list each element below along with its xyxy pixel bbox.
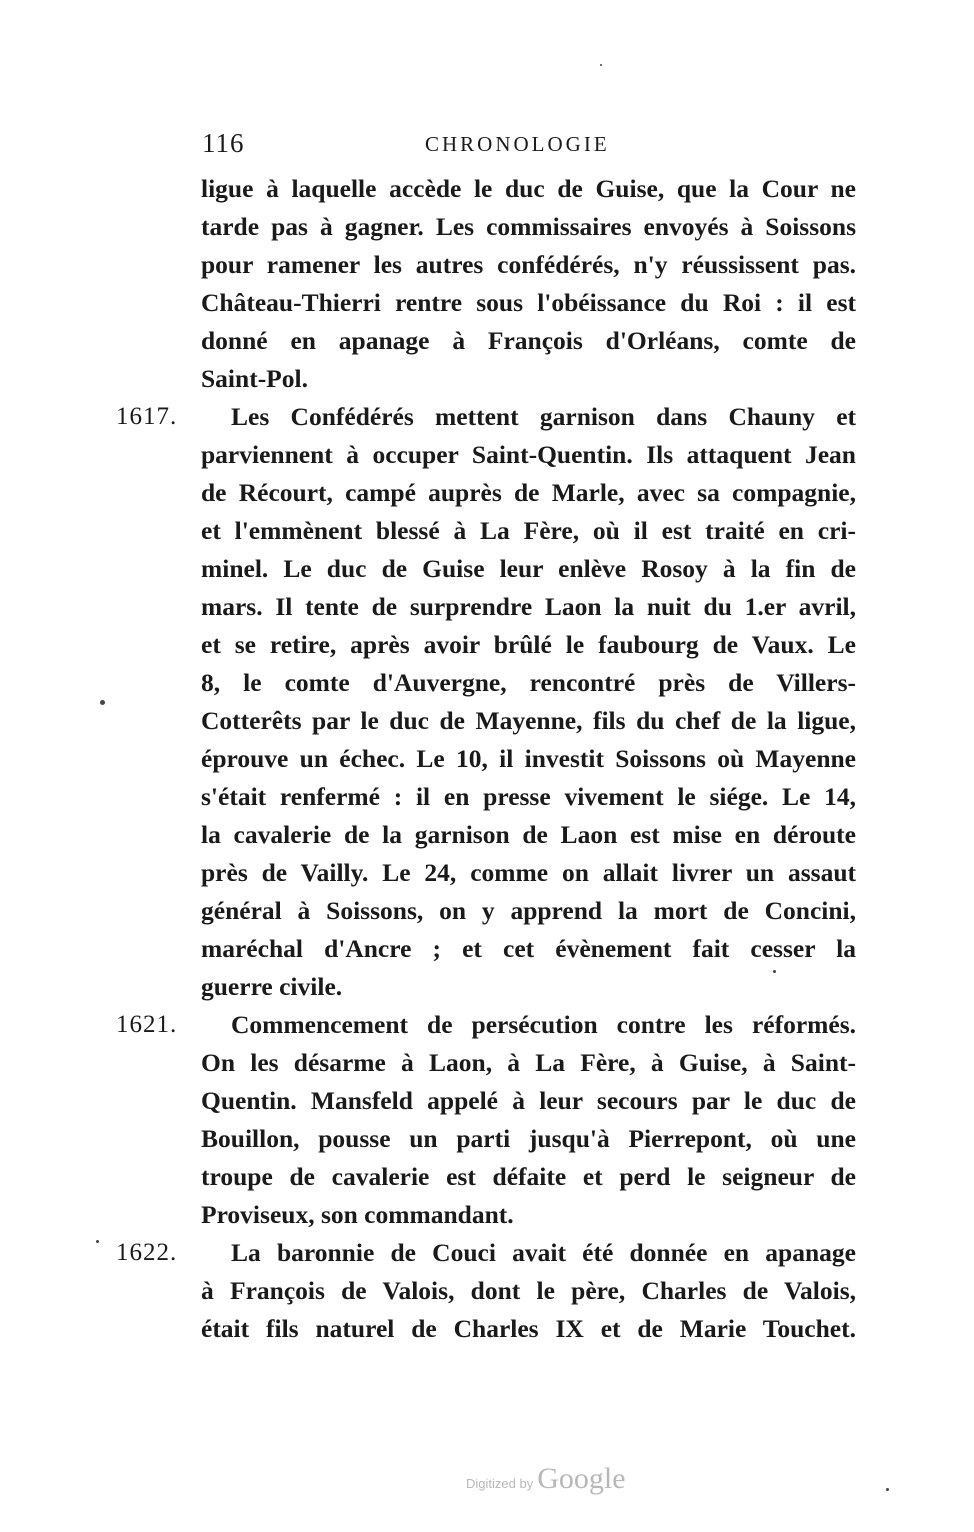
line-text: près de Vailly. Le 24, comme on allait livrer un assaut xyxy=(201,858,856,887)
line-text: pour ramener les autres confédérés, n'y réussissent pas. xyxy=(201,250,856,279)
line-text: guerre civile. xyxy=(201,972,343,1001)
line-text: donné en apanage à François d'Orléans, comte de xyxy=(201,326,856,355)
text-line xyxy=(0,702,974,740)
text-line xyxy=(0,968,974,1006)
paper-speck xyxy=(96,1240,99,1243)
line-text: s'était renfermé : il en presse vivement le siége. Le 14, xyxy=(201,782,856,811)
line-text: Saint-Pol. xyxy=(201,364,308,393)
year-marker: 1617. xyxy=(116,403,178,430)
google-logo: Google xyxy=(537,1462,626,1495)
text-line xyxy=(0,930,974,968)
line-text: Commencement de persécution contre les réformés. xyxy=(231,1010,856,1039)
line-text: Château-Thierri rentre sous l'obéissance du Roi : il est xyxy=(201,288,856,317)
running-head xyxy=(200,128,858,162)
line-text: mars. Il tente de surprendre Laon la nuit du 1.er avril, xyxy=(201,592,856,621)
year-marker: 1621. xyxy=(116,1011,178,1038)
line-text: Les Confédérés mettent garnison dans Chauny et xyxy=(231,402,856,431)
line-text: de Récourt, campé auprès de Marle, avec sa compagnie, xyxy=(201,478,856,507)
running-title: CHRONOLOGIE xyxy=(425,132,610,156)
digitized-watermark xyxy=(466,1462,626,1502)
text-line xyxy=(0,626,974,664)
line-text: tarde pas à gagner. Les commissaires envoyés à Soissons xyxy=(201,212,856,241)
text-line xyxy=(0,170,974,208)
line-text: minel. Le duc de Guise leur enlève Rosoy à la fin de xyxy=(201,554,856,583)
line-text: général à Soissons, on y apprend la mort de Concini, xyxy=(201,896,856,925)
line-text: Cotterêts par le duc de Mayenne, fils du chef de la ligue, xyxy=(201,706,856,735)
text-line xyxy=(0,740,974,778)
text-line xyxy=(0,398,974,436)
text-line xyxy=(0,1082,974,1120)
chronology-text xyxy=(0,170,974,1348)
year-marker: 1622. xyxy=(116,1239,178,1266)
line-text: la cavalerie de la garnison de Laon est mise en déroute xyxy=(201,820,856,849)
text-line xyxy=(0,1310,974,1348)
line-text: à François de Valois, dont le père, Charles de Valois, xyxy=(201,1276,856,1305)
line-text: parviennent à occuper Saint-Quentin. Ils attaquent Jean xyxy=(201,440,856,469)
text-line xyxy=(0,664,974,702)
line-text: et l'emmènent blessé à La Fère, où il est traité en cri- xyxy=(201,516,856,545)
line-text: On les désarme à Laon, à La Fère, à Guise, à Saint- xyxy=(201,1048,856,1077)
text-line xyxy=(0,1272,974,1310)
text-line xyxy=(0,322,974,360)
paper-speck xyxy=(886,1488,889,1491)
line-text: La baronnie de Couci avait été donnée en apanage xyxy=(231,1238,856,1267)
text-line xyxy=(0,892,974,930)
text-line xyxy=(0,208,974,246)
line-text: et se retire, après avoir brûlé le faubourg de Vaux. Le xyxy=(201,630,856,659)
line-text: Quentin. Mansfeld appelé à leur secours par le duc de xyxy=(201,1086,856,1115)
paper-speck xyxy=(100,700,105,705)
text-line xyxy=(0,436,974,474)
line-text: maréchal d'Ancre ; et cet évènement fait cesser la xyxy=(201,934,856,963)
text-line xyxy=(0,360,974,398)
text-line xyxy=(0,588,974,626)
text-line xyxy=(0,550,974,588)
text-line xyxy=(0,1044,974,1082)
line-text: était fils naturel de Charles IX et de Marie Touchet. xyxy=(201,1314,856,1343)
text-line xyxy=(0,854,974,892)
line-text: éprouve un échec. Le 10, il investit Soissons où Mayenne xyxy=(201,744,856,773)
line-text: ligue à laquelle accède le duc de Guise, que la Cour ne xyxy=(201,174,856,203)
text-line xyxy=(0,512,974,550)
page-number: 116 xyxy=(202,128,245,158)
text-line xyxy=(0,778,974,816)
text-line xyxy=(0,284,974,322)
line-text: Bouillon, pousse un parti jusqu'à Pierrepont, où une xyxy=(201,1124,856,1153)
text-line xyxy=(0,1234,974,1272)
line-text: troupe de cavalerie est défaite et perd le seigneur de xyxy=(201,1162,856,1191)
digitized-label: Digitized by xyxy=(466,1476,534,1491)
paper-speck xyxy=(773,970,776,973)
line-text: Proviseux, son commandant. xyxy=(201,1200,514,1229)
text-line xyxy=(0,1158,974,1196)
text-line xyxy=(0,474,974,512)
text-line xyxy=(0,816,974,854)
paper-speck xyxy=(600,64,602,66)
text-line xyxy=(0,246,974,284)
text-line xyxy=(0,1006,974,1044)
text-line xyxy=(0,1196,974,1234)
text-line xyxy=(0,1120,974,1158)
line-text: 8, le comte d'Auvergne, rencontré près de Villers- xyxy=(201,668,856,697)
